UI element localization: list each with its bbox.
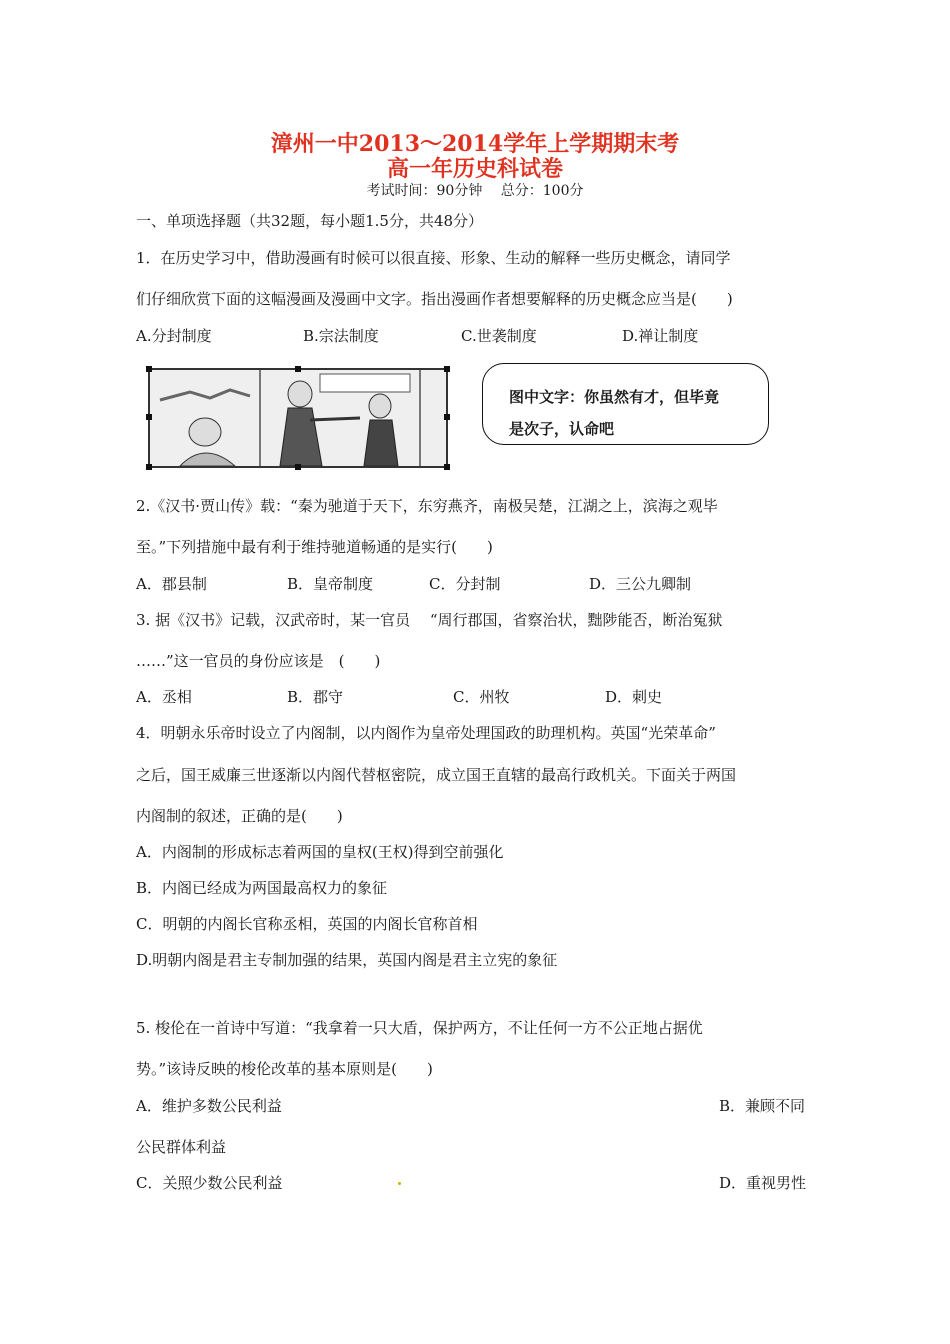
- question-3-line-2: ……”这一官员的身份应该是 ( ): [136, 652, 381, 670]
- exam-title-line2: 高一年历史科试卷: [386, 156, 563, 182]
- question-2-option-d: D．三公九卿制: [589, 575, 692, 593]
- question-1-line-1: 1．在历史学习中，借助漫画有时候可以很直接、形象、生动的解释一些历史概念，请同学: [136, 249, 731, 267]
- question-2-option-c: C．分封制: [429, 575, 501, 593]
- caption-line-2: 是次子，认命吧: [509, 420, 615, 438]
- stray-dot: [398, 1182, 401, 1185]
- question-2-line-2: 至。”下列措施中最有利于维持驰道畅通的是实行( ): [136, 538, 493, 556]
- question-5-line-1: 5. 梭伦在一首诗中写道：“我拿着一只大盾，保护两方，不让任何一方不公正地占据优: [136, 1019, 703, 1037]
- question-5-option-a: A．维护多数公民利益: [136, 1097, 282, 1115]
- question-3-line-1: 3. 据《汉书》记载，汉武帝时，某一官员 “周行郡国，省察治状，黜陟能否，断治冤狱: [136, 611, 723, 629]
- question-1-option-d: D.禅让制度: [622, 327, 699, 345]
- exam-title-line1: 漳州一中2013～2014学年上学期期末考: [270, 131, 680, 157]
- question-4-line-2: 之后，国王威廉三世逐渐以内阁代替枢密院，成立国王直辖的最高行政机关。下面关于两国: [136, 766, 737, 784]
- exam-info: 考试时间：90分钟 总分：100分: [366, 183, 584, 199]
- question-3-option-c: C．州牧: [453, 688, 510, 706]
- cartoon-image: [148, 368, 448, 468]
- question-5-option-b-continued: 公民群体利益: [136, 1138, 227, 1156]
- question-3-option-b: B．郡守: [287, 688, 344, 706]
- question-4-option-b: B．内阁已经成为两国最高权力的象征: [136, 879, 388, 897]
- question-4-option-c: C．明朝的内阁长官称丞相，英国的内阁长官称首相: [136, 915, 478, 933]
- question-5-option-b: B．兼顾不同: [719, 1097, 806, 1115]
- question-4-line-1: 4．明朝永乐帝时设立了内阁制，以内阁作为皇帝处理国政的助理机构。英国“光荣革命”: [136, 724, 716, 742]
- question-5-option-d: D．重视男性: [719, 1174, 807, 1192]
- question-2-line-1: 2.《汉书·贾山传》载：“秦为驰道于天下，东穷燕齐，南极吴楚，江湖之上，滨海之观毕: [136, 497, 718, 515]
- question-1-option-c: C.世袭制度: [461, 327, 537, 345]
- question-1-line-2: 们仔细欣赏下面的这幅漫画及漫画中文字。指出漫画作者想要解释的历史概念应当是( ): [136, 290, 733, 308]
- caption-bubble: [482, 363, 769, 445]
- question-4-option-d: D.明朝内阁是君主专制加强的结果，英国内阁是君主立宪的象征: [136, 951, 558, 969]
- question-5-option-c: C．关照少数公民利益: [136, 1174, 283, 1192]
- section-heading: 一、单项选择题（共32题，每小题1.5分，共48分）: [136, 212, 484, 230]
- question-5-line-2: 势。”该诗反映的梭伦改革的基本原则是( ): [136, 1060, 433, 1078]
- question-1-option-b: B.宗法制度: [303, 327, 379, 345]
- question-2-option-a: A．郡县制: [136, 575, 207, 593]
- question-1-option-a: A.分封制度: [136, 327, 212, 345]
- question-2-option-b: B．皇帝制度: [287, 575, 374, 593]
- question-3-option-d: D．刺史: [605, 688, 663, 706]
- question-3-option-a: A．丞相: [136, 688, 192, 706]
- caption-line-1: 图中文字：你虽然有才，但毕竟: [509, 388, 720, 406]
- question-4-line-3: 内阁制的叙述，正确的是( ): [136, 807, 343, 825]
- question-4-option-a: A．内阁制的形成标志着两国的皇权(王权)得到空前强化: [136, 843, 504, 861]
